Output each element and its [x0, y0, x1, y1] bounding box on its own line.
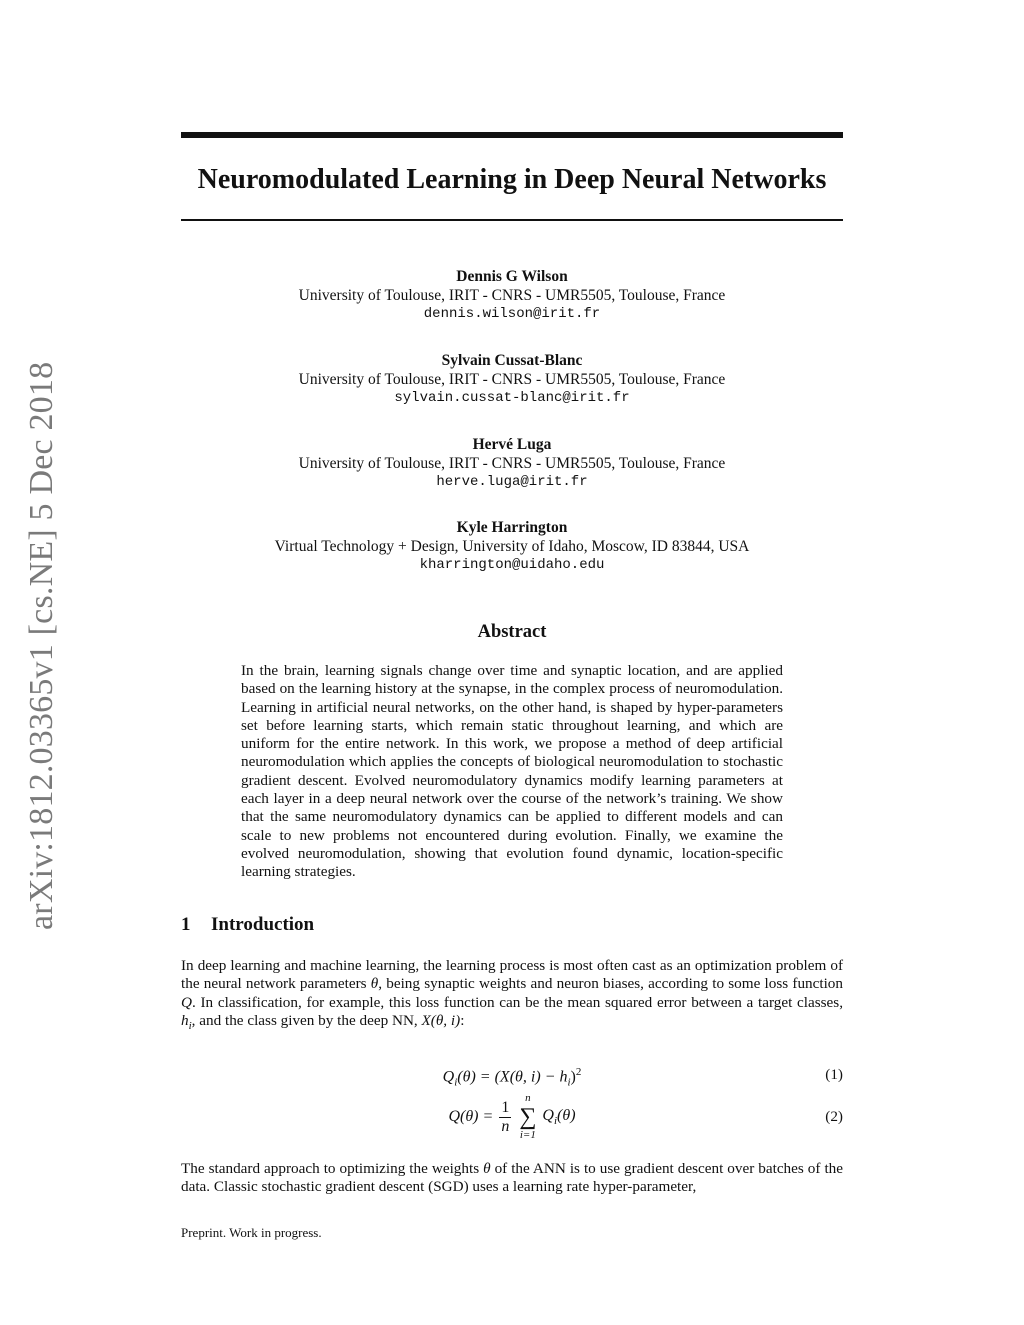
math-subscript: i: [567, 1076, 571, 1089]
math-theta: θ: [370, 975, 379, 993]
author-affiliation: University of Toulouse, IRIT - CNRS - UMR5505, Toulouse, France: [298, 286, 726, 304]
equation-2-math: [181, 1092, 843, 1142]
author-affiliation: University of Toulouse, IRIT - CNRS - UMR5505, Toulouse, France: [298, 454, 726, 472]
author-block: [181, 436, 843, 492]
text-run: :: [460, 1011, 465, 1029]
arxiv-stamp: arXiv:1812.03365v1 [cs.NE] 5 Dec 2018: [23, 361, 60, 930]
intro-paragraph: [181, 1160, 843, 1197]
author-email: kharrington@uidaho.edu: [419, 557, 605, 573]
author-block: [181, 519, 843, 575]
equation-1-math: [181, 1066, 843, 1089]
math-subscript: i: [454, 1076, 458, 1089]
author-affiliation: Virtual Technology + Design, University of Idaho, Moscow, ID 83844, USA: [274, 537, 750, 555]
footer-note: Preprint. Work in progress.: [181, 1225, 322, 1240]
title-top-rule: [181, 132, 843, 138]
fraction-numerator: 1: [501, 1098, 510, 1116]
equation-1: [181, 1066, 843, 1088]
author-email: sylvain.cussat-blanc@irit.fr: [394, 390, 630, 406]
sum-lower: i=1: [519, 1129, 536, 1141]
section-title: Introduction: [211, 914, 315, 935]
text-run: . In classification, for example, this loss function can be the mean squared error between a target classes,: [191, 993, 843, 1011]
author-email: dennis.wilson@irit.fr: [423, 306, 601, 322]
math-theta: θ: [483, 1160, 491, 1177]
math-superscript: 2: [575, 1066, 582, 1078]
fraction-denominator: n: [501, 1117, 510, 1135]
author-name: Kyle Harrington: [456, 519, 568, 536]
math-run: Q(θ) =: [448, 1108, 494, 1125]
author-name: Dennis G Wilson: [456, 268, 568, 285]
text-run: , and the class given by the deep NN,: [191, 1011, 422, 1029]
math-fraction: [499, 1099, 511, 1136]
math-q: Q: [181, 993, 192, 1011]
author-name: Sylvain Cussat-Blanc: [441, 352, 583, 369]
author-email: herve.luga@irit.fr: [436, 474, 588, 490]
sum-upper: n: [525, 1092, 531, 1104]
math-run: (θ) = (X(θ, i) − h: [457, 1068, 568, 1086]
title-bottom-rule: [181, 219, 843, 221]
math-run: Q: [542, 1106, 554, 1124]
sigma-symbol: ∑: [519, 1104, 537, 1130]
text-run: The standard approach to optimizing the weights: [181, 1160, 484, 1177]
section-number: 1: [181, 914, 191, 935]
text-run: , being synaptic weights and neuron biases, according to some loss function: [378, 975, 843, 993]
author-affiliation: University of Toulouse, IRIT - CNRS - UMR5505, Toulouse, France: [298, 370, 726, 388]
math-x: X(θ, i): [421, 1011, 461, 1029]
section-heading: [181, 913, 314, 937]
math-h: h: [181, 1011, 189, 1029]
equation-number: (2): [825, 1108, 843, 1125]
abstract-heading: Abstract: [477, 622, 547, 642]
math-run: (θ): [557, 1106, 576, 1124]
intro-paragraph: [181, 957, 843, 1035]
math-run: ): [570, 1068, 576, 1086]
math-run: Q: [442, 1068, 455, 1086]
math-subscript: i: [553, 1115, 558, 1128]
author-block: [181, 268, 843, 324]
text-run: In deep learning and machine learning, the learning process is most often cast as an optimization problem of the neural network parameters: [181, 957, 843, 993]
math-run: [542, 1106, 576, 1128]
paper-title: Neuromodulated Learning in Deep Neural Networks: [197, 164, 827, 195]
text-run: of the ANN is to use gradient descent over batches of the data. Classic stochastic gradient descent (SGD) uses a learning rate hyper-parameter,: [181, 1160, 844, 1196]
author-block: [181, 352, 843, 408]
math-subscript: i: [188, 1019, 192, 1032]
author-name: Hervé Luga: [472, 436, 552, 453]
math-summation: [519, 1092, 536, 1142]
equation-2: [181, 1092, 843, 1146]
abstract-text: In the brain, learning signals change over time and synaptic location, and are applied based on the learning history at the synapse, in the complex process of neuromodulation. Learning in artificial neural networks, on the other hand, is shaped by hyper-parameters set before learning starts, which remain static throughout learning, and which are uniform for the entire network. In this work, we propose a method of deep artificial neuromodulation which applies the concepts of biological neuromodulation to stochastic gradient descent. Evolved neuromodulatory dynamics modify learning parameters at each layer in a deep neural network over the course of the network’s training. We show that the same neuromodulatory dynamics can be applied to different models and can scale to new problems not encountered during evolution. Finally, we examine the evolved neuromodulation, showing that evolution found dynamic, location-specific learning strategies.: [241, 662, 783, 881]
equation-number: (1): [825, 1066, 843, 1083]
